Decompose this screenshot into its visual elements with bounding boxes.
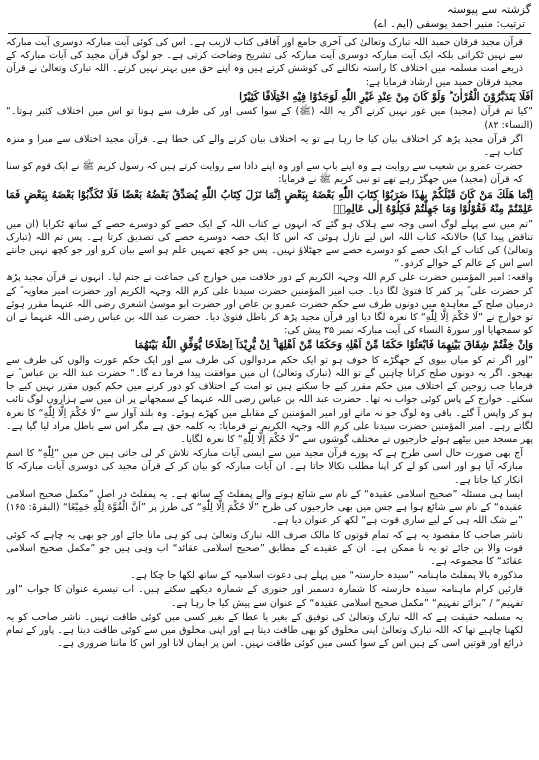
paragraph: یہ مسلمہ حقیقت ہے کہ اللہ تبارک وتعالیٰ کی توفیق کے بغیر یا عطا کے بغیر کسی میں کوئی طاقت نہیں۔ ناشر صاحب کو یہ لکھنا چاہیے تھا کہ اللہ تبارک وتعالیٰ اپنی مخلوق کو بھی طاقت دیتا ہے اور اپنی مخلوق میں سے کوئی طاقت دیتا ہے۔ پاور کے تمام ذرائع اور قوتیں اسی کے ہیں اس کے سوا کسی میں کوئی طاقت نہیں۔ اس پر ایمان لانا اور اس کا ماننا ضروری ہے۔ xyxy=(6,611,523,650)
header-divider xyxy=(8,33,531,34)
verse-translation: ”کیا تم قرآن (مجید) میں غور نہیں کرتے اگر یہ اللہ (ﷺ) کے سوا کسی اور کی طرف سے ہوتا تو اس میں اختلاف کثیر ہوتا۔“ (النساء: ۸۲) xyxy=(6,106,533,131)
incident-paragraph: واقعہ: امیر المؤمنین حضرت علی کرم اللہ وجہہ الکریم کے دور خلافت میں خوارج کی جماعت نے جنم لیا۔ انہوں نے قرآن مجید پڑھ کر حضرت علی ؓ پر کفر کا فتویٰ لگا دیا۔ جب امیر المؤمنین حضرت سیدنا علی کرم اللہ وجہہ الکریم اور حضرت امیر معاویہ ؓ کے درمیان صلح کے معاہدہ میں دونوں طرف سے حکم حضرت عمرو بن عاص اور حضرت ابو موسیٰ اشعری رضی اللہ عنہما مقرر ہوئے تو خوارج نے ”لَا حُكْمَ اِلَّا لِلّٰهِ“ کا نعرہ لگا دیا اور قرآن مجید پڑھ کر باطل فتویٰ دیا۔ حضرت عبد اللہ بن عباس رضی اللہ عنہما نے ان کو سمجھایا اور سورۃ النساء کی آیت مبارکہ نمبر ۳۵ پیش کی: xyxy=(6,272,533,337)
hadith-translation: ”تم میں سے پہلے لوگ اسی وجہ سے ہلاک ہو گئے کہ انہوں نے کتاب اللہ کے ایک حصے کو دوسرے حصے کے ساتھ ٹکرایا (ان میں تناقض پیدا کیا) حالانکہ کتاب اللہ اس لیے نازل ہوئی کہ اس کا ایک حصہ دوسرے حصے کی تصدیق کرتا ہے۔ پس تم اللہ (تبارک وتعالیٰ) کی کتاب کے ایک حصے کو دوسرے حصے سے جھٹلاؤ نہیں۔ پس جو کچھ تمہیں علم ہو اسے بیان کرو اور جو کچھ نہیں جانتے اسے اس کے عالم کے حوالے کردو۔“ xyxy=(6,218,533,270)
quran-verse: اَفَلَا یَتَدَبَّرُوْنَ الْقُرْاٰنَ ؕ وَلَوْ كَانَ مِنْ عِنْدِ غَيْرِ اللّٰهِ لَوَجَدُوْا فِيْهِ اخْتِلَافًا كَثِيْرًا xyxy=(239,90,533,103)
paragraph: قارئین کرام ماہنامہ سیدہ حارستہ کا شمارہ دسمبر اور جنوری کے شمارہ دیکھے سکتے ہیں۔ اب تیسرے عنوان کا جواب ”اور تفہیم“ / ”برائے تفہیم“ ”مکمل صحیح اسلامی عقیدہ“ کے عنوان سے پیش کیا جا رہا ہے۔ xyxy=(6,584,523,609)
paragraph: مذکورہ بالا پمفلٹ ماہنامہ ”سیدہ حارستہ“ میں پہلے ہی دعوت اسلامیہ کے ساتھ لکھا جا چکا ہے۔ xyxy=(130,570,523,582)
article-body xyxy=(6,36,533,758)
paragraph: حضرت عمرو بن شعیب سے روایت ہے وہ اپنے باپ سے اور وہ اپنے دادا سے روایت کرتے ہیں کہ رسول کریم ﷺ نے ایک قوم کو سنا کہ قرآن (مجید) میں جھگڑ رہے تھے تو نبی کریم ﷺ نے فرمایا: xyxy=(6,161,523,186)
paragraph: اگر قرآن مجید پڑھ کر اختلاف بیان کیا جا رہا ہے تو یہ اختلاف بیان کرنے والے کی خطا ہے۔ قرآن مجید اختلاف سے مبرا و منزہ کتاب ہے۔ xyxy=(6,133,523,158)
continued-heading: گزشتہ سے پیوستہ xyxy=(447,3,531,16)
page-header xyxy=(8,2,531,36)
paragraph: قرآن مجید فرقان حمید اللہ تبارک وتعالیٰ کی آخری جامع اور آفاقی کتاب لاریب ہے۔ اس کی کوئی آیت مبارکہ دوسری آیت مبارکہ سے نہیں ٹکراتی بلکہ ایک آیت مبارکہ دوسری آیت مبارکہ کی تشریح وضاحت کرتی ہے۔ جو لوگ قرآن مجید کی آیات مبارکہ کے ذریعے امت مسلمہ میں اختلاف کا راستہ نکالنے کی کوشش کرتے ہیں وہ اپنے حق میں بہتر نہیں کرتے۔ اللہ تبارک وتعالیٰ نے قرآن مجید فرقان حمید میں ارشاد فرمایا ہے: xyxy=(6,37,523,88)
paragraph: ناشر صاحب کا مقصود یہ ہے کہ تمام قوتوں کا مالک صرف اللہ تبارک وتعالیٰ ہی کو ہی مانا جائے اور جو بھی یہ چاہے کہ کوئی قوت والا بن جائے تو یہ نا ممکن ہے۔ ان کے عقیدے کے مطابق ”صحیح اسلامی عقائد“ اب وہی ہیں جو ”مکمل صحیح اسلامی عقائد“ کا مجموعہ ہے۔ xyxy=(6,529,523,567)
author-credit: ترتیب: منیر احمد یوسفی (ایم۔ اے) xyxy=(373,18,525,30)
paragraph: آج بھی صورت حال اسی طرح ہے کہ پورے قرآن مجید میں سے ایسی آیات مبارکہ تلاش کر لی جاتی ہیں جن میں ”لِلّٰهِ“ کا اسم مبارکہ آیا ہو اور اسی کو لے کر اپنا مطلب نکالا جاتا ہے۔ ان آیات مبارکہ کو بیان کر کے قرآن مجید کی دوسری آیات مبارکہ کا انکار کیا جاتا ہے۔ xyxy=(6,448,523,486)
paragraph: ”اور اگر تم کو میاں بیوی کے جھگڑے کا خوف ہو تو ایک حکم مردوالوں کی طرف سے اور ایک حکم عورت والوں کی طرف سے بھیجو۔ اگر یہ دونوں صلح کرانا چاہیں گے تو اللہ (تبارک وتعالیٰ) ان میں موافقت پیدا فرما دے گا۔“ حضرت عبد اللہ بن عباس ؓ نے فرمایا جب زوجین کے اختلاف میں حکم مقرر کیے جا سکتے ہیں تو امت کے اختلاف کو دور کرنے میں حکم کیوں مقرر نہیں کیے جا سکتے۔ خوارج کے پاس کوئی جواب نہ تھا۔ حضرت عبد اللہ بن عباس رضی اللہ عنہما کے سمجھانے پر ان میں سے ہزاروں لوگ تائب ہو کر واپس آ گئے۔ باقی وہ لوگ جو نہ مانے اور امیر المؤمنین کے مقابلے میں کھڑے ہوئے۔ وہ بلند آواز سے ”لَا حُكْمَ اِلَّا لِلّٰهِ“ کا نعرہ لگاتے رہے۔ امیر المؤمنین حضرت سیدنا علی کرم اللہ وجہہ الکریم نے فرمایا: یہ کلمہ حق ہے مگر اس سے باطل مراد لیا گیا ہے۔ پھر مسجد میں بیٹھے ہوئے خارجیوں نے مختلف گوشوں سے ”لَا حُكْمَ اِلَّا لِلّٰهِ“ کا نعرہ لگایا۔ xyxy=(6,354,533,446)
paragraph: ایسا ہی مسئلہ ”صحیح اسلامی عقیدہ“ کے نام سے شائع ہونے والے پمفلٹ کے ساتھ ہے۔ یہ پمفلٹ در اصل ”مکمل صحیح اسلامی عقیدہ“ کے نام سے شائع ہوا ہے جس میں بھی خارجیوں کی طرح ”لَا حُكْمَ اِلَّا لِلّٰهِ“ کی طرز پر ”اَنَّ الْقُوَّةَ لِلّٰهِ جَمِيْعًا“ (البقرۃ: ۱۶۵) ”بے شک اللہ ہی کے لیے ساری قوت ہے“ لکھ کر عنوان دیا ہے۔ xyxy=(6,488,523,527)
hadith-text: اِنَّمَا هَلَكَ مَنْ كَانَ قَبْلَكُمْ بِهٰذَا ضَرَبُوْا كِتَابَ اللّٰهِ بَعْضَهُ بِبَعْضٍ اِنَّمَا نَزَلَ كِتَابُ اللّٰهِ يُصَدِّقُ بَعْضُهُ بَعْضًا فَلَا تُكَذِّبُوْا بَعْضَهُ بِبَعْضٍ فَمَا عَلِمْتُمْ مِنْهُ فَقُوْلُوْا وَمَا جَهِلْتُمْ فَكِلُوْهُ اِلٰى عَالِمِهٖ xyxy=(6,188,533,216)
quran-verse: وَاِنْ خِفْتُمْ شِقَاقَ بَيْنِهِمَا فَابْعَثُوْا حَكَمًا مِّنْ اَهْلِهٖ وَحَكَمًا مِّنْ اَهْلِهَا ۚ اِنْ يُّرِيْدَآ اِصْلَاحًا يُّوَفِّقِ اللّٰهُ بَيْنَهُمَا xyxy=(134,339,533,352)
